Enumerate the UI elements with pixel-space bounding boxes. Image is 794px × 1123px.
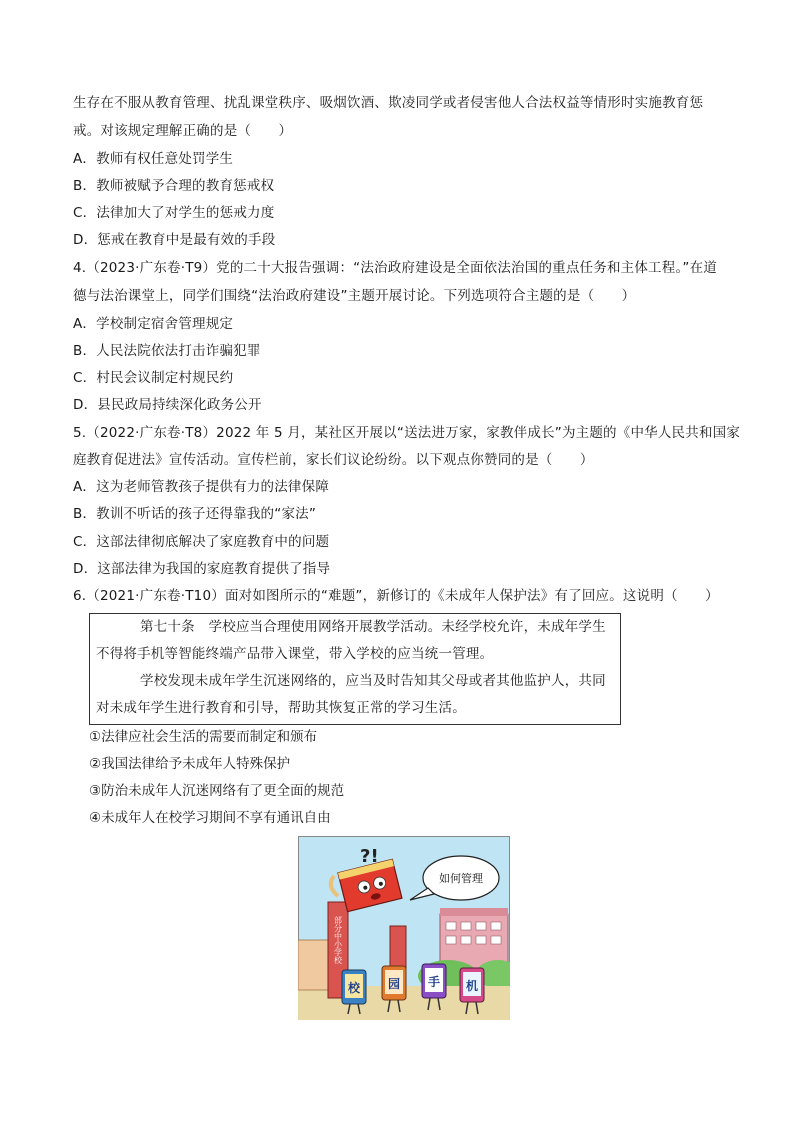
q5-option-c: C．这部法律彻底解决了家庭教育中的问题	[73, 534, 330, 550]
question-exclaim-marks: ?!	[360, 846, 379, 867]
q5-stem-line2: 庭教育促进法》宣传活动。宣传栏前，家长们议论纷纷。以下观点你赞同的是（ ）	[73, 452, 594, 468]
q4-stem-line2: 德与法治课堂上，同学们围绕“法治政府建设”主题开展讨论。下列选项符合主题的是（ ）	[73, 288, 636, 304]
q3-option-d: D．惩戒在教育中是最有效的手段	[73, 232, 276, 248]
phone-character-4	[460, 968, 484, 1002]
q5-option-b: B．教训不听话的孩子还得靠我的“家法”	[73, 506, 317, 522]
q6-statement-1: ①法律应社会生活的需要而制定和颁布	[89, 729, 318, 745]
q6-stem: 6.（2021·广东卷·T10）面对如图所示的“难题”，新修订的《未成年人保护法》有了回应。这说明（ ）	[73, 588, 719, 604]
q3-stem-line2: 戒。对该规定理解正确的是（ ）	[73, 123, 293, 139]
phone-char-2: 园	[387, 977, 401, 991]
law-excerpt-line1: 第七十条 学校应当合理使用网络开展教学活动。未经学校允许，未成年学生	[140, 619, 606, 635]
q6-statement-2: ②我国法律给予未成年人特殊保护	[89, 756, 291, 772]
speech-bubble-text: 如何管理	[439, 872, 483, 885]
phone-character-3	[422, 964, 446, 998]
q4-stem-line1: 4.（2023·广东卷·T9）党的二十大报告强调：“法治政府建设是全面依法治国的重点任务和主体工程。”在道	[73, 260, 717, 276]
law-excerpt-line2: 不得将手机等智能终端产品带入课堂，带入学校的应当统一管理。	[96, 646, 494, 662]
q5-stem-line1: 5.（2022·广东卷·T8）2022 年 5 月，某社区开展以“送法进万家，家教伴成长”为主题的《中华人民共和国家	[73, 425, 741, 441]
q5-option-d: D．这部法律为我国的家庭教育提供了指导	[73, 561, 331, 577]
phone-char-1: 校	[347, 981, 361, 995]
q6-statement-4: ④未成年人在校学习期间不享有通讯自由	[89, 810, 331, 826]
q3-option-a: A．教师有权任意处罚学生	[73, 151, 234, 167]
gate-text: 部分中小学校	[333, 916, 343, 964]
q3-option-c: C．法律加大了对学生的惩戒力度	[73, 205, 275, 221]
q4-option-b: B．人民法院依法打击诈骗犯罪	[73, 343, 261, 359]
q3-stem-line1: 生存在不服从教育管理、扰乱课堂秩序、吸烟饮酒、欺凌同学或者侵害他人合法权益等情形时实施教育惩	[73, 95, 704, 111]
phone-char-3: 手	[427, 975, 441, 989]
law-excerpt-box	[89, 613, 621, 725]
q4-option-c: C．村民会议制定村规民约	[73, 370, 234, 386]
law-excerpt-line4: 对未成年学生进行教育和引导，帮助其恢复正常的学习生活。	[96, 700, 466, 716]
cartoon-illustration	[298, 836, 510, 1020]
q4-option-d: D．县民政局持续深化政务公开	[73, 397, 262, 413]
q3-option-b: B．教师被赋予合理的教育惩戒权	[73, 178, 275, 194]
phone-character-1	[342, 970, 366, 1004]
phone-char-4: 机	[465, 979, 479, 993]
phone-character-2	[382, 966, 406, 1000]
law-excerpt-line3: 学校发现未成年学生沉迷网络的，应当及时告知其父母或者其他监护人，共同	[140, 673, 606, 689]
q5-option-a: A．这为老师管教孩子提供有力的法律保障	[73, 479, 330, 495]
q6-statement-3: ③防治未成年人沉迷网络有了更全面的规范	[89, 783, 345, 799]
q4-option-a: A．学校制定宿舍管理规定	[73, 316, 234, 332]
